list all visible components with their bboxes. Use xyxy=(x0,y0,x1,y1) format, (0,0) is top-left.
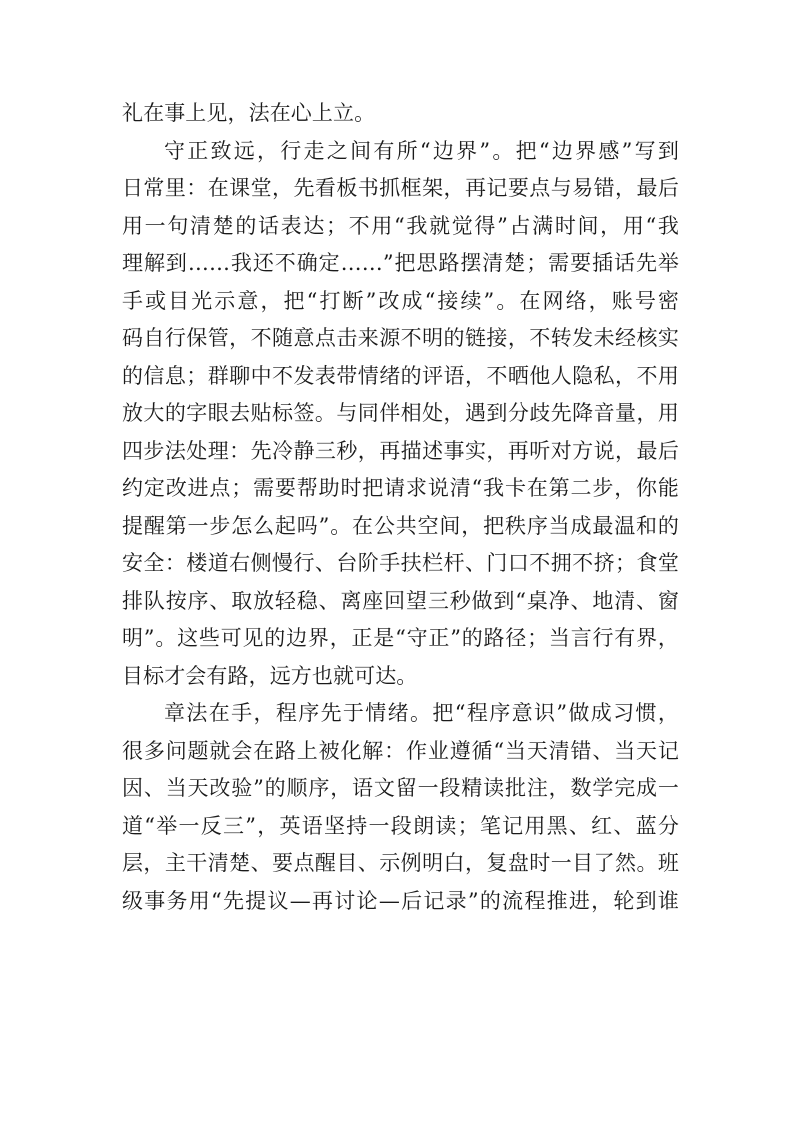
text-line: 因、当天改验”的顺序，语文留一段精读批注，数学完成一 xyxy=(122,776,679,800)
text-line: 目标才会有路，远方也就可达。 xyxy=(122,663,418,688)
text-line: 礼在事上见，法在心上立。 xyxy=(122,101,376,125)
text-line: 排队按序、取放轻稳、离座回望三秒做到“桌净、地清、窗 xyxy=(122,588,679,613)
text-line: 明”。这些可见的边界，正是“守正”的路径；当言行有界， xyxy=(122,626,679,650)
text-line: 码自行保管，不随意点击来源不明的链接，不转发未经核实 xyxy=(122,326,679,350)
text-line: 约定改进点；需要帮助时把请求说清“我卡在第二步，你能 xyxy=(122,476,679,500)
text-line: 理解到……我还不确定……”把思路摆清楚；需要插话先举 xyxy=(122,251,679,275)
text-line: 道“举一反三”，英语坚持一段朗读；笔记用黑、红、蓝分 xyxy=(122,813,679,838)
text-line: 手或目光示意，把“打断”改成“接续”。在网络，账号密 xyxy=(122,288,679,313)
body-text xyxy=(122,95,679,920)
text-line: 提醒第一步怎么起吗”。在公共空间，把秩序当成最温和的 xyxy=(122,513,679,538)
text-line: 的信息；群聊中不发表带情绪的评语，不晒他人隐私，不用 xyxy=(122,363,679,388)
text-line: 四步法处理：先冷静三秒，再描述事实，再听对方说，最后 xyxy=(122,438,679,463)
text-line: 很多问题就会在路上被化解：作业遵循“当天清错、当天记 xyxy=(122,738,679,763)
paragraph-first-line: 守正致远，行走之间有所“边界”。把“边界感”写到 xyxy=(164,138,679,163)
text-line: 放大的字眼去贴标签。与同伴相处，遇到分歧先降音量，用 xyxy=(122,401,679,425)
text-line: 用一句清楚的话表达；不用“我就觉得”占满时间，用“我 xyxy=(122,213,679,238)
paragraph-first-line: 章法在手，程序先于情绪。把“程序意识”做成习惯， xyxy=(164,701,679,725)
text-line: 层，主干清楚、要点醒目、示例明白，复盘时一目了然。班 xyxy=(122,851,679,875)
text-line: 安全：楼道右侧慢行、台阶手扶栏杆、门口不拥不挤；食堂 xyxy=(122,551,679,575)
text-line: 级事务用“先提议—再讨论—后记录”的流程推进，轮到谁 xyxy=(122,888,679,913)
text-line: 日常里：在课堂，先看板书抓框架，再记要点与易错，最后 xyxy=(122,176,679,200)
